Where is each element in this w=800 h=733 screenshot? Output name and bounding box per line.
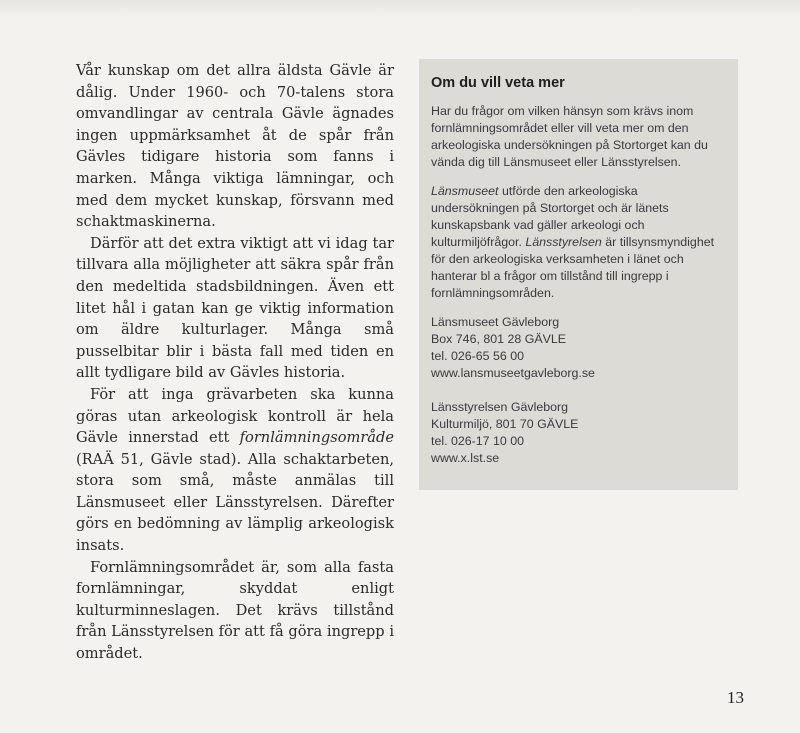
main-text-column: [76, 60, 394, 665]
county-name: Länsstyrelsen Gävleborg: [431, 400, 569, 414]
museum-box: Box 746, 801 28 GÄVLE: [431, 332, 567, 346]
term-lansstyrelsen: Länsstyrelsen: [525, 235, 602, 249]
paragraph-protected-area: För att inga grävarbeten ska kunna göras utan arkeologisk kontroll är hela Gävle innerstad ett fornlämningsområde (RAÄ 51, Gävle stad). Alla schaktarbeten, stora som små, måste anmälas till Länsmuseet eller Länsstyrelsen. Därefter görs en bedömning av lämplig arkeologisk insats.: [76, 385, 394, 555]
county-address: [431, 399, 726, 467]
info-box: [419, 59, 738, 490]
page-number: 13: [727, 688, 744, 707]
term-lansmuseet: Länsmuseet: [431, 184, 499, 198]
page-top-edge: [0, 0, 800, 18]
county-dept: Kulturmiljö, 801 70 GÄVLE: [431, 417, 579, 431]
info-intro: Har du frågor om vilken hänsyn som krävs inom fornlämningsområdet eller vill veta mer om den arkeologiska undersökningen på Stortorget kan du vända dig till Länsmuseet eller Länsstyrelsen.: [431, 104, 708, 169]
county-phone: tel. 026-17 10 00: [431, 434, 525, 448]
museum-phone: tel. 026-65 56 00: [431, 349, 525, 363]
paragraph-permit: Fornlämningsområdet är, som alla fasta fornlämningar, skyddat enligt kulturminneslagen. Det krävs tillstånd från Länsstyrelsen för att få göra ingrepp i området.: [76, 558, 394, 663]
museum-website-link[interactable]: www.lansmuseetgavleborg.se: [431, 366, 595, 380]
museum-name: Länsmuseet Gävleborg: [431, 315, 560, 329]
paragraph-intro: Vår kunskap om det allra äldsta Gävle är dålig. Under 1960- och 70-talens stora omvandlingar av centrala Gävle ägnades ingen uppmärksamhet åt de spår från Gävles tidigare historia som fanns i marken. Många viktiga lämningar, och med dem mycket kunskap, försvann med schaktmaskinerna.: [76, 62, 394, 231]
paragraph-preservation: Därför att det extra viktigt att vi idag tar tillvara alla möjligheter att säkra spår från den medeltida stadsbildningen. Även ett litet hål i gatan kan ge viktig information om äldre kulturlager. Många små pusselbitar blir i bästa fall med tiden en allt tydligare bild av Gävles historia.: [76, 234, 394, 382]
term-fornlamningsomrade: fornlämningsområde: [239, 429, 394, 447]
county-website-link[interactable]: www.x.lst.se: [431, 451, 500, 465]
info-box-title: Om du vill veta mer: [431, 75, 565, 91]
museum-address: [431, 314, 726, 382]
info-authorities: Länsmuseet utförde den arkeologiska undersökningen på Stortorget och är länets kunskapsbank vad gäller arkeologi och kulturmiljöfrågor. Länsstyrelsen är tillsynsmyndighet för den arkeologiska verksamheten i länet och hanterar bl a frågor om tillstånd till ingrepp i fornlämningsområden.: [431, 184, 715, 300]
